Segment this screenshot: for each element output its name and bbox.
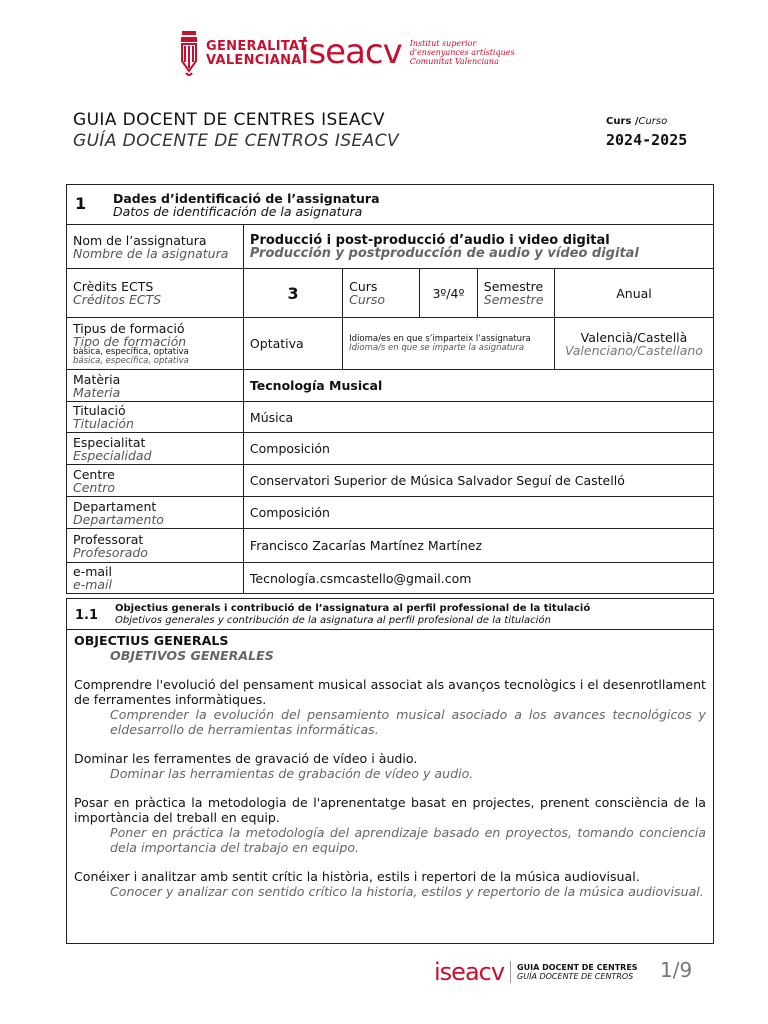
subject-name-label-cell (67, 225, 244, 269)
matter-label: Matèria (73, 371, 121, 387)
row-subject-name (67, 225, 714, 269)
objectives-body (74, 633, 706, 899)
semester-label: Semestre (483, 279, 544, 294)
department-label: Departament (73, 498, 157, 514)
objective-4-es: Conocer y analizar con sentido crítico la historia, estilos y repertorio de la música audiovisual. (110, 884, 704, 899)
teachers-label-cell (67, 529, 244, 563)
teachers-label-es: Profesorado (73, 544, 148, 560)
objectives-heading-es: OBJETIVOS GENERALES (110, 648, 274, 663)
department-label-es: Departamento (73, 511, 164, 527)
subject-name-value-cell (243, 225, 713, 269)
language-label: Idioma/es en que s’imparteix l’assignatura (349, 333, 531, 344)
section1-header-row (67, 185, 714, 225)
objective-1: Comprendre l'evolució del pensament musical associat als avanços tecnològics i el desenrotllament de ferramentes informàtiques. (74, 677, 706, 707)
footer-logo (434, 958, 638, 986)
generalitat-emblem-icon (180, 31, 198, 77)
row-email (67, 563, 714, 594)
objectives-section-title: Objectius generals i contribució de l’assignatura al perfil professional de la titulació (115, 603, 591, 614)
credits-label-cell (67, 269, 244, 318)
section-number: 1 (75, 194, 87, 213)
language-value: Valencià/Castellà (580, 329, 688, 345)
row-department (67, 497, 714, 529)
gv-logo-line1: GENERALITAT (206, 39, 308, 54)
objective-3-es: Poner en práctica la metodología del aprendizaje basado en proyectos, tomando conciencia dela importancia del trabajo en equipo. (110, 825, 706, 855)
degree-value: Música (243, 402, 713, 433)
email-label: e-mail (73, 564, 112, 579)
curs-label-es: Curso (638, 116, 668, 127)
centre-label-cell (67, 465, 244, 497)
semester-label-es: Semestre (483, 292, 544, 307)
footer-separator (510, 961, 511, 983)
row-training-type (67, 318, 714, 370)
training-type-label: Tipus de formació (73, 320, 185, 336)
objective-2-es: Dominar las herramientas de grabación de vídeo y audio. (110, 766, 474, 781)
objective-2: Dominar les ferramentes de gravació de vídeo i àudio. (74, 751, 418, 766)
objectives-section-number: 1.1 (75, 608, 99, 623)
email-label-es: e-mail (73, 577, 112, 592)
specialty-value: Composición (243, 433, 713, 465)
degree-label: Titulació (73, 403, 126, 418)
page-number: 1/9 (660, 958, 693, 982)
course-value: 3º/4º (420, 269, 478, 318)
email-label-cell (67, 563, 244, 594)
department-value: Composición (243, 497, 713, 529)
footer-line2: GUÍA DOCENTE DE CENTROS (517, 972, 634, 981)
iseacv-sub-line2: d'ensenyances artístiques (409, 47, 515, 57)
iseacv-sub-line3: Comunitat Valenciana (409, 56, 499, 66)
degree-label-es: Titulación (73, 416, 134, 431)
language-label-es: Idioma/s en que se imparte la asignatura (349, 342, 525, 353)
credits-label: Crèdits ECTS (73, 279, 154, 294)
teachers-label: Professorat (73, 531, 144, 547)
credits-label-es: Créditos ECTS (73, 292, 162, 307)
objectives-section-title-es: Objetivos generales y contribución de la asignatura al perfil profesional de la titulación (115, 615, 551, 626)
section-title: Dades d’identificació de l’assignatura (113, 190, 380, 206)
row-centre (67, 465, 714, 497)
footer-line1: GUIA DOCENT DE CENTRES (517, 963, 638, 972)
document-title-es: GUÍA DOCENTE DE CENTROS ISEACV (73, 131, 400, 151)
iseacv-logo-subtitle (410, 39, 515, 66)
section1-header (67, 185, 714, 225)
generalitat-valenciana-logo (180, 30, 308, 78)
course-year-label (606, 116, 667, 127)
specialty-label-cell (67, 433, 244, 465)
centre-label: Centre (73, 466, 115, 482)
training-type-label-cell (67, 318, 244, 370)
language-value-es: Valenciano/Castellano (565, 342, 703, 358)
training-type-options: bàsica, específica, optativa (73, 346, 189, 357)
semester-label-cell (477, 269, 554, 318)
row-specialty (67, 433, 714, 465)
objectives-header (67, 599, 713, 630)
generalitat-logo-text (206, 40, 308, 68)
footer-text (517, 963, 638, 981)
matter-label-cell (67, 370, 244, 402)
gv-logo-line2: VALENCIANA (206, 53, 302, 68)
footer-iseacv-word: iseacv (434, 958, 505, 986)
curs-label-ca: Curs / (606, 116, 639, 127)
language-value-cell (554, 318, 713, 370)
row-credits (67, 269, 714, 318)
course-label-es: Curso (349, 292, 386, 307)
specialty-label-es: Especialidad (73, 447, 152, 463)
document-title: GUIA DOCENT DE CENTRES ISEACV (73, 110, 385, 130)
department-label-cell (67, 497, 244, 529)
training-type-options-es: básica, específica, optativa (73, 355, 189, 366)
objective-1-es: Comprender la evolución del pensamiento musical asociado a los avances tecnológicos y eldesarrollo de herramientas informáticas. (110, 707, 706, 737)
course-label-cell (343, 269, 420, 318)
centre-label-es: Centro (73, 479, 116, 495)
objective-3: Posar en pràctica la metodologia de l'aprenentatge basat en projectes, prenent consciència de la importància del treball en equip. (74, 795, 706, 825)
objective-4: Conéixer i analitzar amb sentit crític la història, estils i repertori de la música audiovisual. (74, 869, 640, 884)
subject-name-value: Producció i post-producció d’audio i video digital (249, 232, 610, 248)
email-value[interactable]: Tecnología.csmcastello@gmail.com (243, 563, 713, 594)
language-label-cell (343, 318, 555, 370)
semester-value: Anual (554, 269, 713, 318)
objectives-section (66, 598, 714, 944)
subject-name-label: Nom de l’assignatura (73, 232, 207, 248)
section-title-es: Datos de identificación de la asignatura (113, 203, 363, 219)
identification-table (66, 184, 714, 594)
objectives-heading: OBJECTIUS GENERALS (74, 633, 229, 648)
credits-value: 3 (243, 269, 342, 318)
subject-name-value-es: Producción y postproducción de audio y vídeo digital (249, 245, 639, 261)
row-teachers (67, 529, 714, 563)
centre-value: Conservatori Superior de Música Salvador Seguí de Castelló (243, 465, 713, 497)
degree-label-cell (67, 402, 244, 433)
specialty-label: Especialitat (73, 434, 146, 450)
course-label: Curs (349, 279, 378, 294)
iseacv-logo-word: iseacv (300, 32, 402, 72)
row-matter (67, 370, 714, 402)
iseacv-sub-line1: Institut superior (409, 38, 477, 48)
row-degree (67, 402, 714, 433)
subject-name-label-es: Nombre de la asignatura (73, 245, 229, 261)
matter-label-es: Materia (73, 384, 121, 400)
training-type-label-es: Tipo de formación (73, 333, 187, 349)
course-year-value: 2024-2025 (606, 131, 688, 149)
iseacv-logo (300, 32, 515, 72)
teachers-value: Francisco Zacarías Martínez Martínez (243, 529, 713, 563)
matter-value: Tecnología Musical (243, 370, 713, 402)
training-type-value: Optativa (243, 318, 342, 370)
